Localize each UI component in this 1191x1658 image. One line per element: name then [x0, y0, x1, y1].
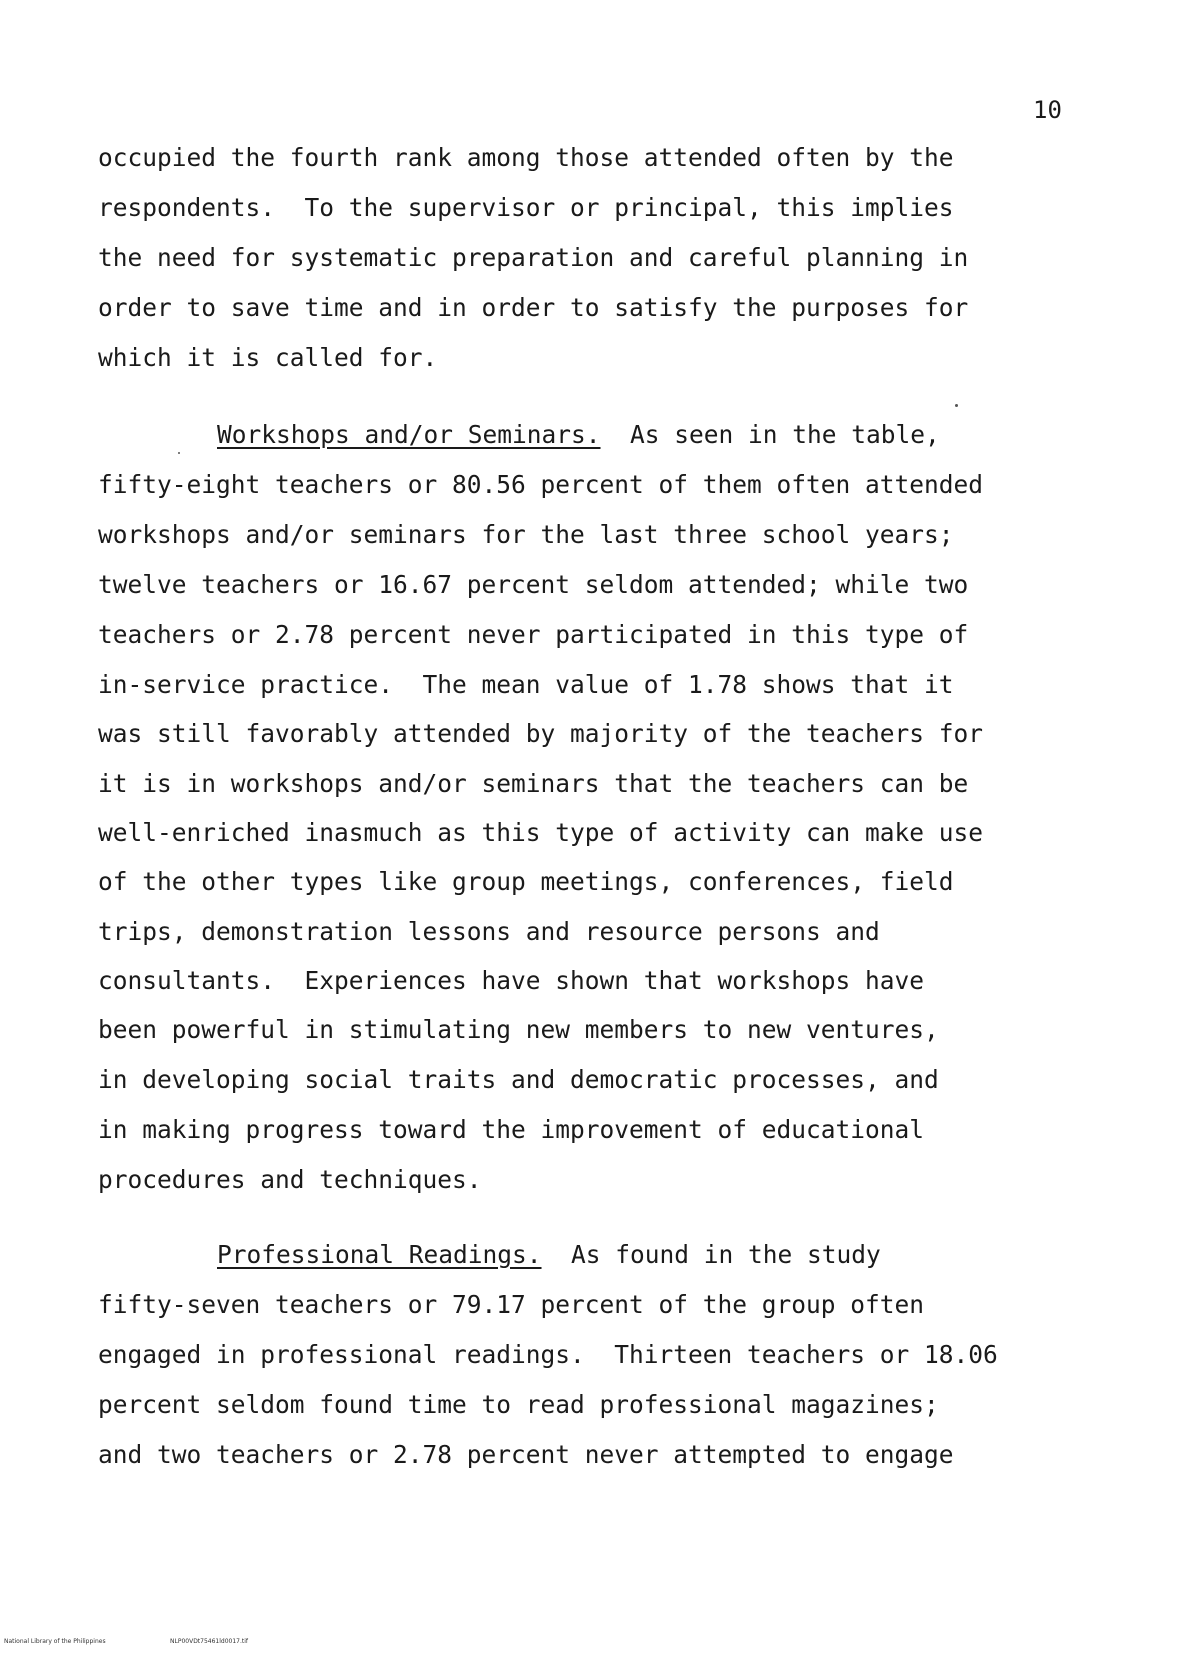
text-line: in making progress toward the improvement of educational — [98, 1115, 925, 1144]
text-line: which it is called for. — [98, 343, 438, 372]
text-fragment: As seen in the table, — [600, 420, 940, 449]
text-line: occupied the fourth rank among those attended often by the — [98, 143, 954, 172]
scan-speck — [955, 404, 958, 407]
paragraph-first-line — [217, 1240, 881, 1270]
text-line: the need for systematic preparation and careful planning in — [98, 243, 969, 272]
text-line: workshops and/or seminars for the last three school years; — [98, 520, 954, 549]
section-heading-readings: Professional Readings. — [217, 1240, 542, 1269]
text-line: it is in workshops and/or seminars that the teachers can be — [98, 769, 969, 798]
text-line: teachers or 2.78 percent never participated in this type of — [98, 620, 969, 649]
scan-speck — [178, 452, 180, 454]
text-line: in developing social traits and democratic processes, and — [98, 1065, 939, 1094]
text-line: twelve teachers or 16.67 percent seldom attended; while two — [98, 570, 969, 599]
text-line: in-service practice. The mean value of 1.78 shows that it — [98, 670, 954, 699]
text-line: of the other types like group meetings, conferences, field — [98, 867, 954, 896]
text-line: percent seldom found time to read professional magazines; — [98, 1390, 939, 1419]
text-line: procedures and techniques. — [98, 1165, 482, 1194]
text-line: respondents. To the supervisor or principal, this implies — [98, 193, 954, 222]
text-fragment: As found in the study — [541, 1240, 881, 1269]
page-number: 10 — [1033, 96, 1062, 124]
text-line: fifty-seven teachers or 79.17 percent of the group often — [98, 1290, 925, 1319]
text-line: fifty-eight teachers or 80.56 percent of them often attended — [98, 470, 984, 499]
text-line: engaged in professional readings. Thirteen teachers or 18.06 — [98, 1340, 998, 1369]
section-heading-workshops: Workshops and/or Seminars. — [217, 420, 601, 449]
text-line: well-enriched inasmuch as this type of activity can make use — [98, 818, 984, 847]
text-line: and two teachers or 2.78 percent never attempted to engage — [98, 1440, 954, 1469]
text-line: been powerful in stimulating new members to new ventures, — [98, 1015, 939, 1044]
footer-library: National Library of the Philippines — [4, 1638, 106, 1645]
text-line: consultants. Experiences have shown that workshops have — [98, 966, 925, 995]
text-line: trips, demonstration lessons and resource persons and — [98, 917, 880, 946]
paragraph-first-line — [217, 420, 940, 450]
footer-file-id: NLP00VDt75461ld0017.tif — [170, 1638, 249, 1645]
text-line: order to save time and in order to satisfy the purposes for — [98, 293, 969, 322]
text-line: was still favorably attended by majority of the teachers for — [98, 719, 984, 748]
